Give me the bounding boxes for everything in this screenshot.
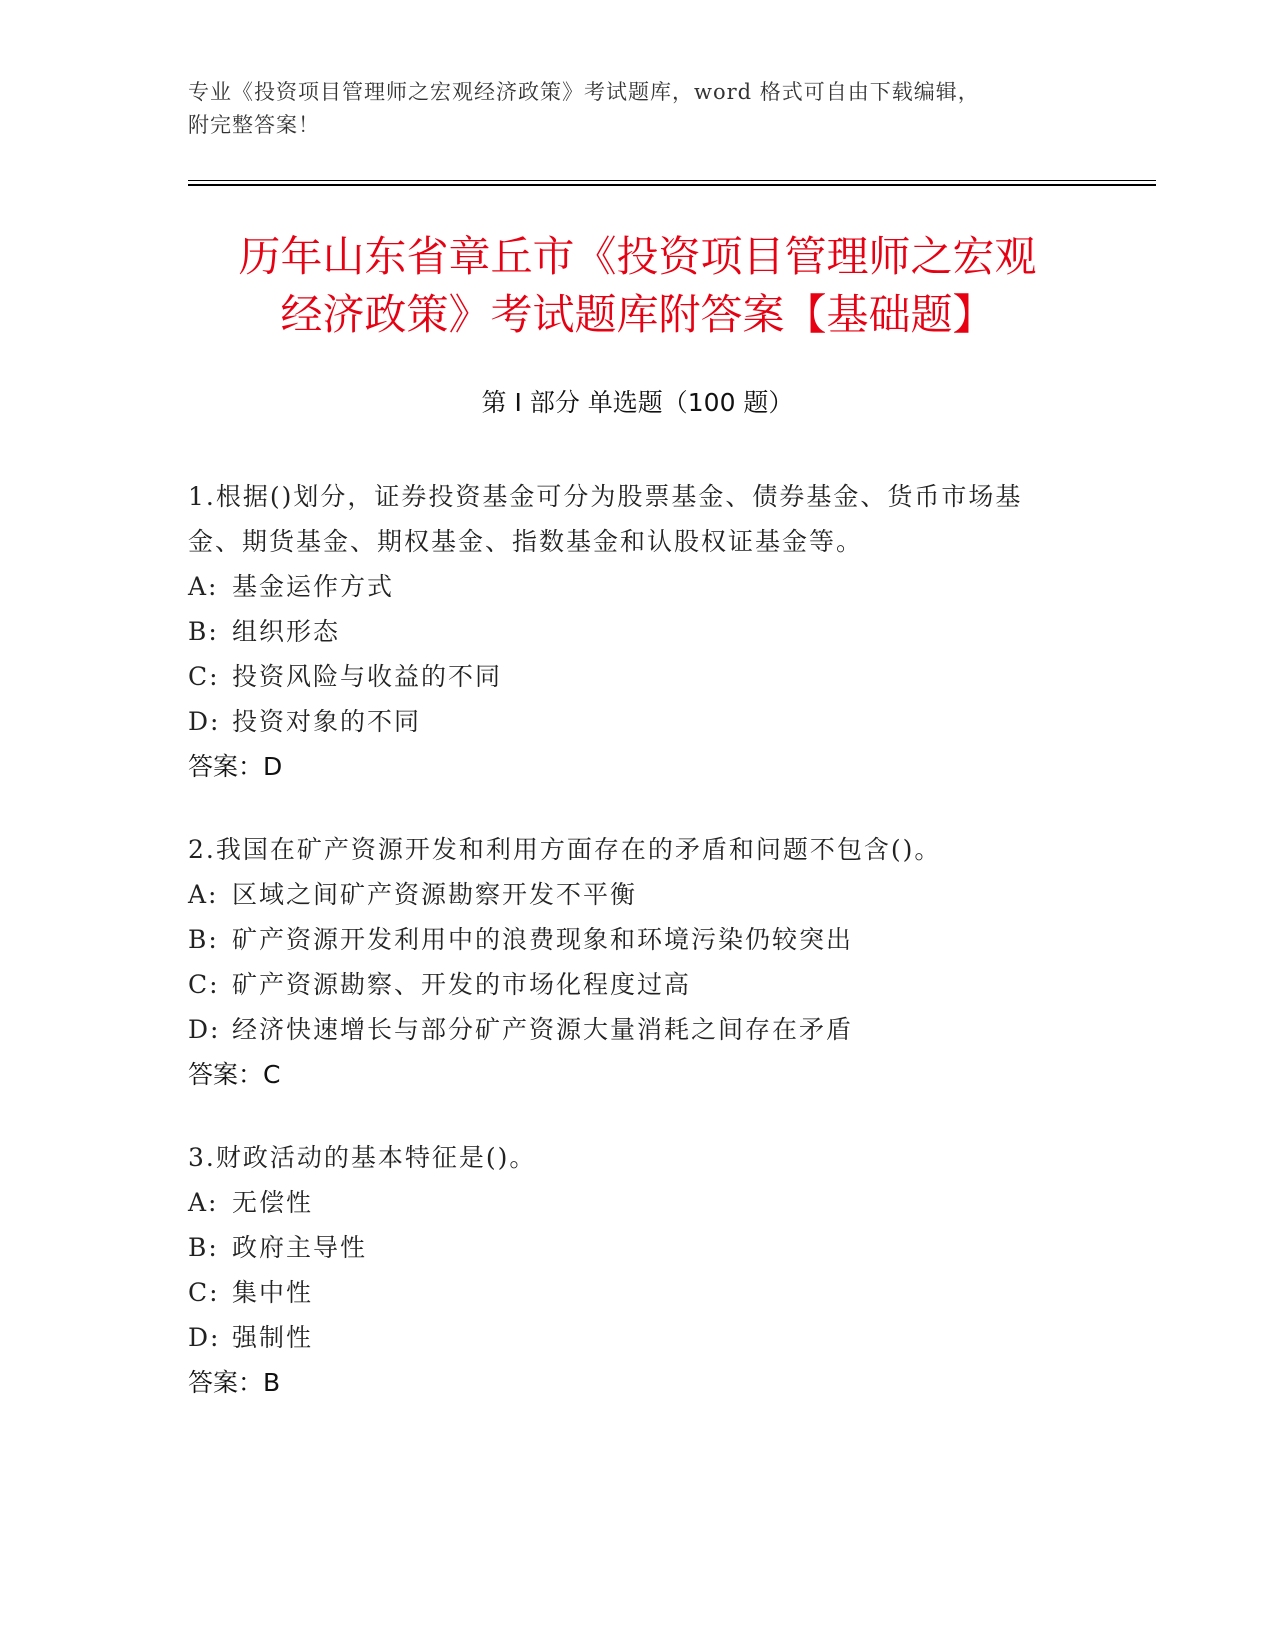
option-text: 矿产资源勘察、开发的市场化程度过高	[232, 970, 692, 999]
option-text: 投资对象的不同	[232, 707, 422, 736]
answer-line: 答案：C	[188, 1060, 281, 1089]
option-a	[188, 872, 1068, 917]
page-title-line2: 经济政策》考试题库附答案【基础题】	[280, 290, 995, 339]
header-divider-thin	[188, 180, 1156, 181]
option-text: 无偿性	[232, 1188, 314, 1217]
question-item	[188, 1135, 1068, 1405]
option-c	[188, 1270, 1068, 1315]
question-stem: 2.我国在矿产资源开发和利用方面存在的矛盾和问题不包含()。	[188, 835, 942, 864]
question-item	[188, 827, 1068, 1097]
option-text: 投资风险与收益的不同	[232, 662, 503, 691]
option-letter: B:	[188, 617, 219, 646]
option-a	[188, 564, 1068, 609]
option-b	[188, 609, 1068, 654]
option-a	[188, 1180, 1068, 1225]
option-letter: B:	[188, 1233, 219, 1262]
question-list	[188, 474, 1068, 1443]
option-letter: C:	[188, 970, 220, 999]
answer-line: 答案：D	[188, 752, 283, 781]
option-letter: C:	[188, 1278, 220, 1307]
option-text: 基金运作方式	[232, 572, 395, 601]
option-text: 区域之间矿产资源勘察开发不平衡	[232, 880, 638, 909]
header-divider-thick	[188, 184, 1156, 186]
option-letter: A:	[188, 880, 219, 909]
option-letter: A:	[188, 572, 219, 601]
option-text: 政府主导性	[232, 1233, 368, 1262]
option-text: 集中性	[232, 1278, 314, 1307]
option-d	[188, 1007, 1068, 1052]
question-stem: 1.根据()划分，证券投资基金可分为股票基金、债券基金、货币市场基金、期货基金、期权基金、指数基金和认股权证基金等。	[188, 482, 1023, 556]
answer-line: 答案：B	[188, 1368, 281, 1397]
page-title	[150, 228, 1125, 344]
option-letter: A:	[188, 1188, 219, 1217]
header-note-line2: 附完整答案！	[188, 113, 320, 137]
option-letter: C:	[188, 662, 220, 691]
section-heading: 第 I 部分 单选题（100 题）	[481, 388, 794, 417]
page-title-line1: 历年山东省章丘市《投资项目管理师之宏观	[238, 232, 1037, 281]
question-item	[188, 474, 1068, 789]
option-d	[188, 1315, 1068, 1360]
option-text: 矿产资源开发利用中的浪费现象和环境污染仍较突出	[232, 925, 854, 954]
option-b	[188, 917, 1068, 962]
header-note	[188, 76, 1068, 142]
option-letter: D:	[188, 707, 221, 736]
option-text: 组织形态	[232, 617, 341, 646]
question-stem: 3.财政活动的基本特征是()。	[188, 1143, 537, 1172]
option-c	[188, 654, 1068, 699]
option-letter: D:	[188, 1015, 221, 1044]
option-letter: D:	[188, 1323, 221, 1352]
option-b	[188, 1225, 1068, 1270]
option-d	[188, 699, 1068, 744]
header-note-line1: 专业《投资项目管理师之宏观经济政策》考试题库，word 格式可自由下载编辑，	[188, 80, 980, 104]
option-text: 经济快速增长与部分矿产资源大量消耗之间存在矛盾	[232, 1015, 854, 1044]
option-c	[188, 962, 1068, 1007]
option-letter: B:	[188, 925, 219, 954]
option-text: 强制性	[232, 1323, 314, 1352]
